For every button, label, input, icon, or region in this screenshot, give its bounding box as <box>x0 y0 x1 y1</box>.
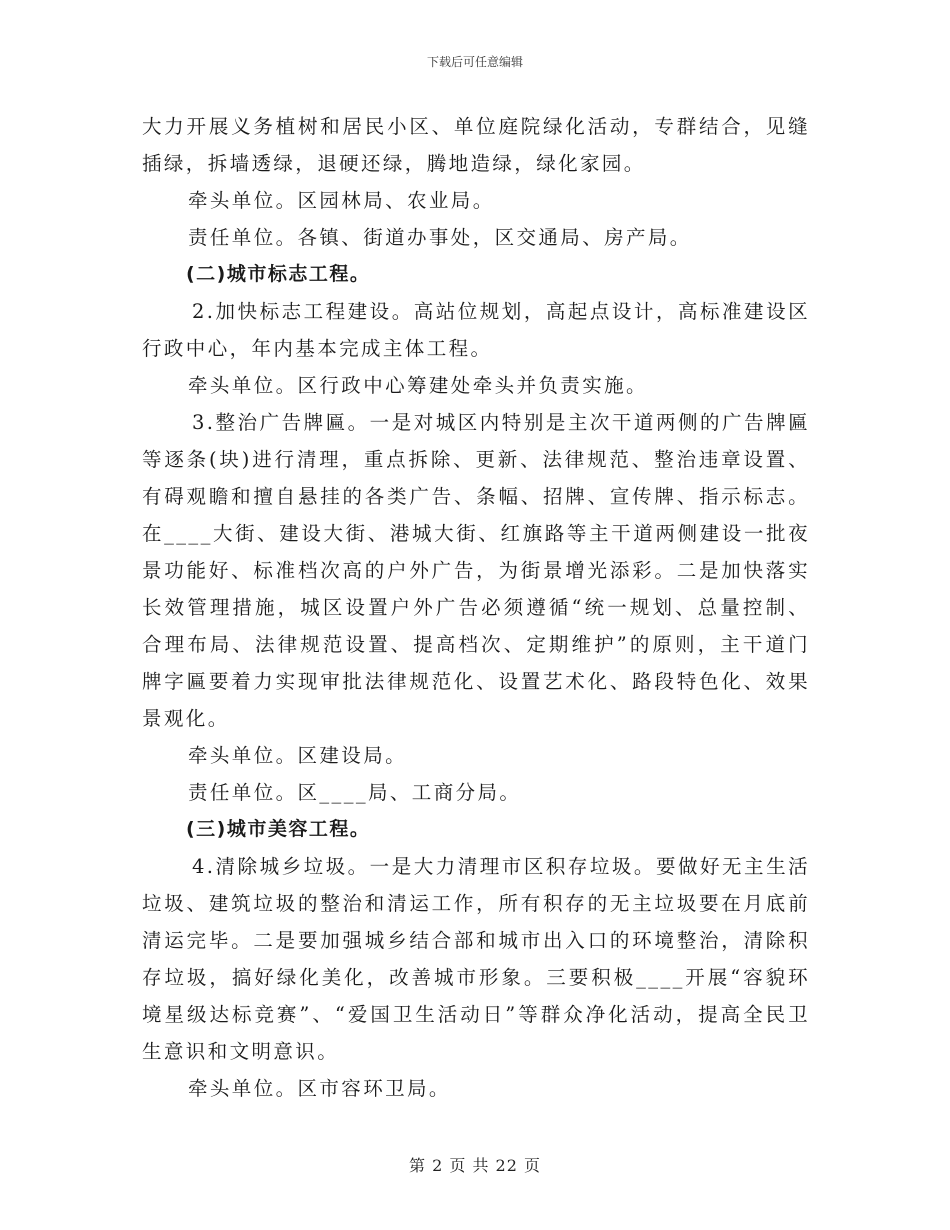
paragraph-landmark-construction: 2.加快标志工程建设。高站位规划，高起点设计，高标准建设区行政中心，年内基本完成主体工程。 <box>142 300 810 360</box>
paragraph-billboards: 3.整治广告牌匾。一是对城区内特别是主次干道两侧的广告牌匾等逐条(块)进行清理，重点拆除、更新、法律规范、整治违章设置、有碍观瞻和擅自悬挂的各类广告、条幅、招牌、宣传牌、指示标志。在____大街、建设大街、港城大街、红旗路等主干道两侧建设一批夜景功能好、标准档次高的户外广告，为街景增光添彩。二是加快落实长效管理措施，城区设置户外广告必须遵循“统一规划、总量控制、合理布局、法律规范设置、提高档次、定期维护”的原则，主干道门牌字匾要着力实现审批法律规范化、设置艺术化、路段特色化、效果景观化。 <box>142 411 810 730</box>
paragraph-responsible-unit-3: 责任单位。区____局、工商分局。 <box>188 781 522 804</box>
section-heading-landmark: (二)城市标志工程。 <box>186 263 371 285</box>
paragraph-lead-unit-3: 牵头单位。区建设局。 <box>188 744 408 767</box>
document-body <box>142 108 810 1107</box>
page-footer: 第 2 页 共 22 页 <box>409 1156 541 1175</box>
paragraph-lead-unit-2: 牵头单位。区行政中心筹建处牵头并负责实施。 <box>188 374 648 397</box>
paragraph-responsible-unit-1: 责任单位。各镇、街道办事处，区交通局、房产局。 <box>188 226 692 249</box>
paragraph-greening: 大力开展义务植树和居民小区、单位庭院绿化活动，专群结合，见缝插绿，拆墙透绿，退硬还绿，腾地造绿，绿化家园。 <box>142 115 810 175</box>
paragraph-lead-unit-4: 牵头单位。区市容环卫局。 <box>188 1077 451 1100</box>
section-heading-beautification: (三)城市美容工程。 <box>186 818 371 840</box>
paragraph-lead-unit-1: 牵头单位。区园林局、农业局。 <box>188 189 495 212</box>
paragraph-garbage-clearing: 4.清除城乡垃圾。一是大力清理市区积存垃圾。要做好无主生活垃圾、建筑垃圾的整治和清运工作，所有积存的无主垃圾要在月底前清运完毕。二是要加强城乡结合部和城市出入口的环境整治，清除积存垃圾，搞好绿化美化，改善城市形象。三要积极____开展“容貌环境星级达标竞赛”、“爱国卫生活动日”等群众净化活动，提高全民卫生意识和文明意识。 <box>142 855 810 1063</box>
page-header: 下载后可任意编辑 <box>426 55 523 69</box>
